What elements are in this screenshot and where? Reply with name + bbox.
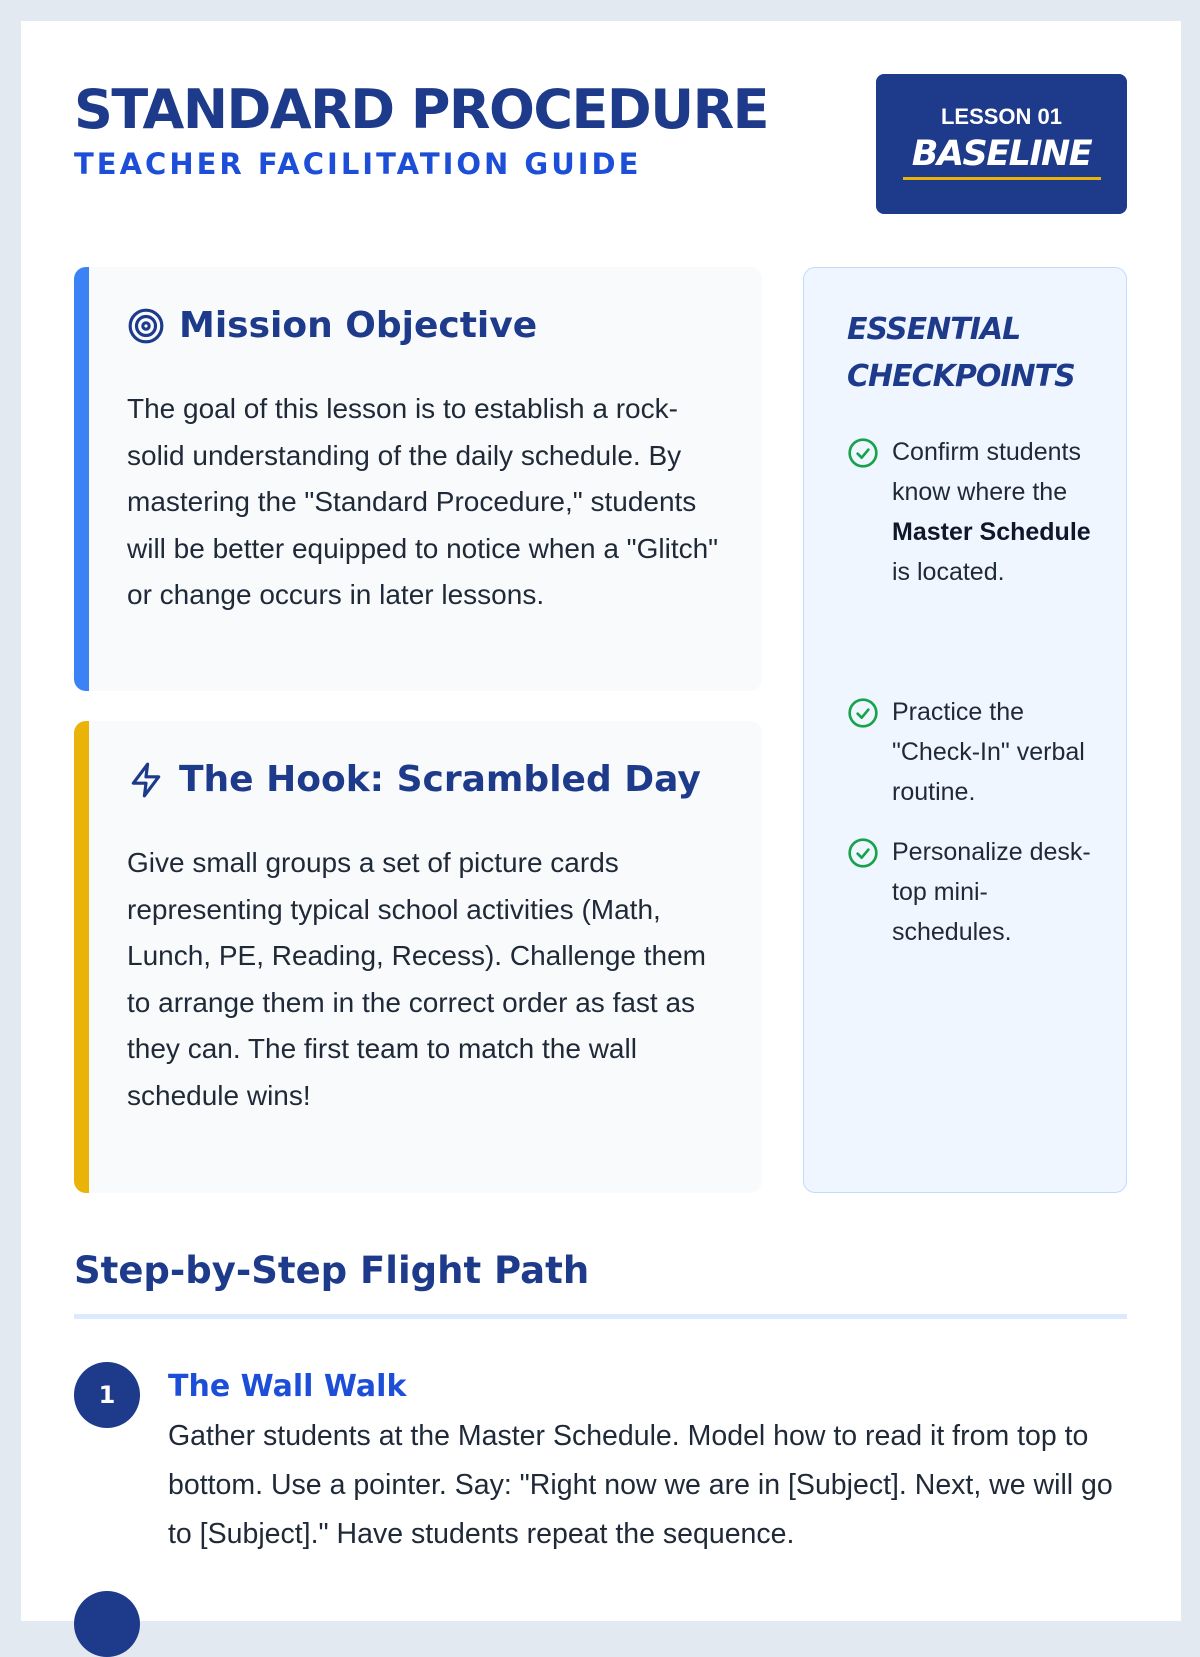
hook-body: Give small groups a set of picture cards representing typical school activities (Math, Lunch, PE, Reading, Recess). Challenge them to arrange them in the correct order as fast as they can. The first team to match the wall schedule wins! [127,847,706,1111]
step-number-badge-partial [74,1591,140,1657]
hook-accent-bar [74,721,89,1193]
mission-title: Mission Objective [179,305,538,346]
mission-body: The goal of this lesson is to establish a rock-solid understanding of the daily schedule. By mastering the "Standard Procedure," students will be better equipped to notice when a "Glitch" or change occurs in later lessons. [127,393,719,610]
lesson-name: BASELINE [911,134,1092,174]
hook-title: The Hook: Scrambled Day [179,759,701,800]
checkpoints-panel [803,267,1127,1193]
check-circle-icon [847,697,879,729]
section-divider [74,1314,1127,1319]
checkpoint-text: Practice the "Check-In" verbal routine. [892,698,1085,806]
lesson-badge [876,74,1127,214]
lesson-number: LESSON 01 [940,104,1063,129]
step-title: The Wall Walk [168,1369,407,1404]
page-subtitle: TEACHER FACILITATION GUIDE [74,147,642,181]
check-circle-icon [847,437,879,469]
checkpoint-emphasis: Master Schedule [892,518,1091,546]
lightning-icon [127,761,165,799]
target-icon [127,307,165,345]
checkpoint-text: Personalize desk-top mini-schedules. [892,838,1091,946]
checkpoints-title: ESSENTIAL CHECKPOINTS [847,312,1075,394]
mission-accent-bar [74,267,89,691]
hook-heading [127,759,701,800]
mission-heading [127,305,537,346]
page [21,21,1181,1621]
flight-path-title: Step-by-Step Flight Path [74,1249,590,1292]
checkpoint-text: Confirm students know where the Master Schedule is located. [892,438,1091,586]
lesson-name-underline [903,177,1101,180]
step-number-badge: 1 [74,1362,140,1428]
step-body: Gather students at the Master Schedule. Model how to read it from top to bottom. Use a pointer. Say: "Right now we are in [Subject]. Next, we will go to [Subject]." Have students repeat the sequence. [168,1420,1113,1550]
check-circle-icon [847,837,879,869]
page-title: STANDARD PROCEDURE [74,78,769,141]
